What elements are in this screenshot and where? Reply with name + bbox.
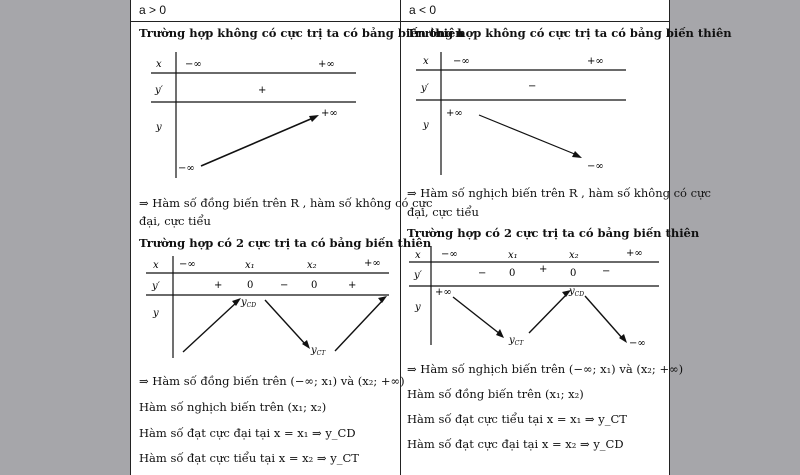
- sign-minus: −: [528, 81, 537, 92]
- conclusion-line: Hàm số nghịch biến trên (x₁; x₂): [139, 400, 327, 414]
- x-pos-inf: +∞: [587, 56, 604, 67]
- label-y: y: [156, 122, 162, 133]
- label-y: y: [415, 302, 421, 313]
- sign-3: −: [602, 266, 611, 277]
- document-page: [130, 0, 732, 475]
- column-header: a < 0: [401, 0, 669, 22]
- y-ct: $y_{CT}$: [509, 335, 524, 347]
- y-cd: $y_{CD}$: [569, 286, 585, 298]
- section-title: Trường hợp không có cực trị ta có bảng biến thiên: [407, 26, 732, 40]
- x-neg-inf: −∞: [179, 259, 196, 270]
- x2: x₂: [307, 260, 317, 271]
- column-a-negative: [401, 0, 732, 475]
- sign-1: −: [478, 268, 487, 279]
- label-y: y: [423, 120, 429, 131]
- section-title: Trường hợp có 2 cực trị ta có bảng biến thiên: [139, 236, 432, 250]
- conclusion-line: Hàm số đạt cực tiểu tại x = x₂ ⇒ y_CT: [139, 451, 359, 465]
- label-y: y: [153, 308, 159, 319]
- conclusion-line: ⇒ Hàm số nghịch biến trên (−∞; x₁) và (x₂; +∞): [407, 362, 684, 376]
- label-x: x: [153, 260, 159, 271]
- x-neg-inf: −∞: [453, 56, 470, 67]
- y-cd: $y_{CD}$: [241, 297, 257, 309]
- x-neg-inf: −∞: [441, 249, 458, 260]
- conclusion-line: Hàm số đồng biến trên (x₁; x₂): [407, 387, 584, 401]
- y-neg-inf: −∞: [178, 163, 195, 174]
- conclusion-line: Hàm số đạt cực đại tại x = x₂ ⇒ y_CD: [407, 437, 624, 451]
- x1: x₁: [508, 250, 518, 261]
- sign-1: +: [214, 280, 223, 291]
- conclusion-line: đại, cực tiểu: [407, 205, 479, 219]
- y-neg-inf: −∞: [587, 161, 604, 172]
- y-pos-inf: +∞: [446, 108, 463, 119]
- x2: x₂: [569, 250, 579, 261]
- x-pos-inf: +∞: [364, 258, 381, 269]
- sign-3: +: [348, 280, 357, 291]
- x1: x₁: [245, 260, 255, 271]
- section-title: Trường hợp có 2 cực trị ta có bảng biến thiên: [407, 226, 700, 240]
- label-y-prime: y′: [152, 281, 160, 292]
- y-pos-inf: +∞: [321, 108, 338, 119]
- y-pos-inf: +∞: [435, 287, 452, 298]
- zero-1: 0: [247, 280, 254, 291]
- label-x: x: [415, 250, 421, 261]
- section-title: Trường hợp không có cực trị ta có bảng biến thiên: [139, 26, 464, 40]
- conclusion-line: Hàm số đạt cực đại tại x = x₁ ⇒ y_CD: [139, 426, 356, 440]
- label-x: x: [156, 59, 162, 70]
- zero-1: 0: [509, 268, 516, 279]
- y-ct: $y_{CT}$: [311, 345, 326, 357]
- label-y-prime: y′: [414, 270, 422, 281]
- column-header: a > 0: [131, 0, 400, 22]
- sign-plus: +: [258, 85, 267, 96]
- conclusion-line: đại, cực tiểu: [139, 214, 211, 228]
- conclusion-line: Hàm số đạt cực tiểu tại x = x₁ ⇒ y_CT: [407, 412, 627, 426]
- x-pos-inf: +∞: [626, 248, 643, 259]
- variation-table-two-extrema: [401, 0, 669, 475]
- column-a-positive: [131, 0, 464, 475]
- label-y-prime: y′: [421, 83, 429, 94]
- sign-2: +: [539, 264, 548, 275]
- zero-2: 0: [311, 280, 318, 291]
- conclusion-line: ⇒ Hàm số đồng biến trên (−∞; x₁) và (x₂; +∞): [139, 374, 405, 388]
- sign-2: −: [280, 280, 289, 291]
- conclusion-line: ⇒ Hàm số nghịch biến trên R , hàm số không có cực: [407, 186, 711, 200]
- conclusion-line: ⇒ Hàm số đồng biến trên R , hàm số không có cực: [139, 196, 433, 210]
- label-y-prime: y′: [155, 85, 163, 96]
- x-pos-inf: +∞: [318, 59, 335, 70]
- label-x: x: [423, 56, 429, 67]
- x-neg-inf: −∞: [185, 59, 202, 70]
- zero-2: 0: [570, 268, 577, 279]
- y-neg-inf: −∞: [629, 338, 646, 349]
